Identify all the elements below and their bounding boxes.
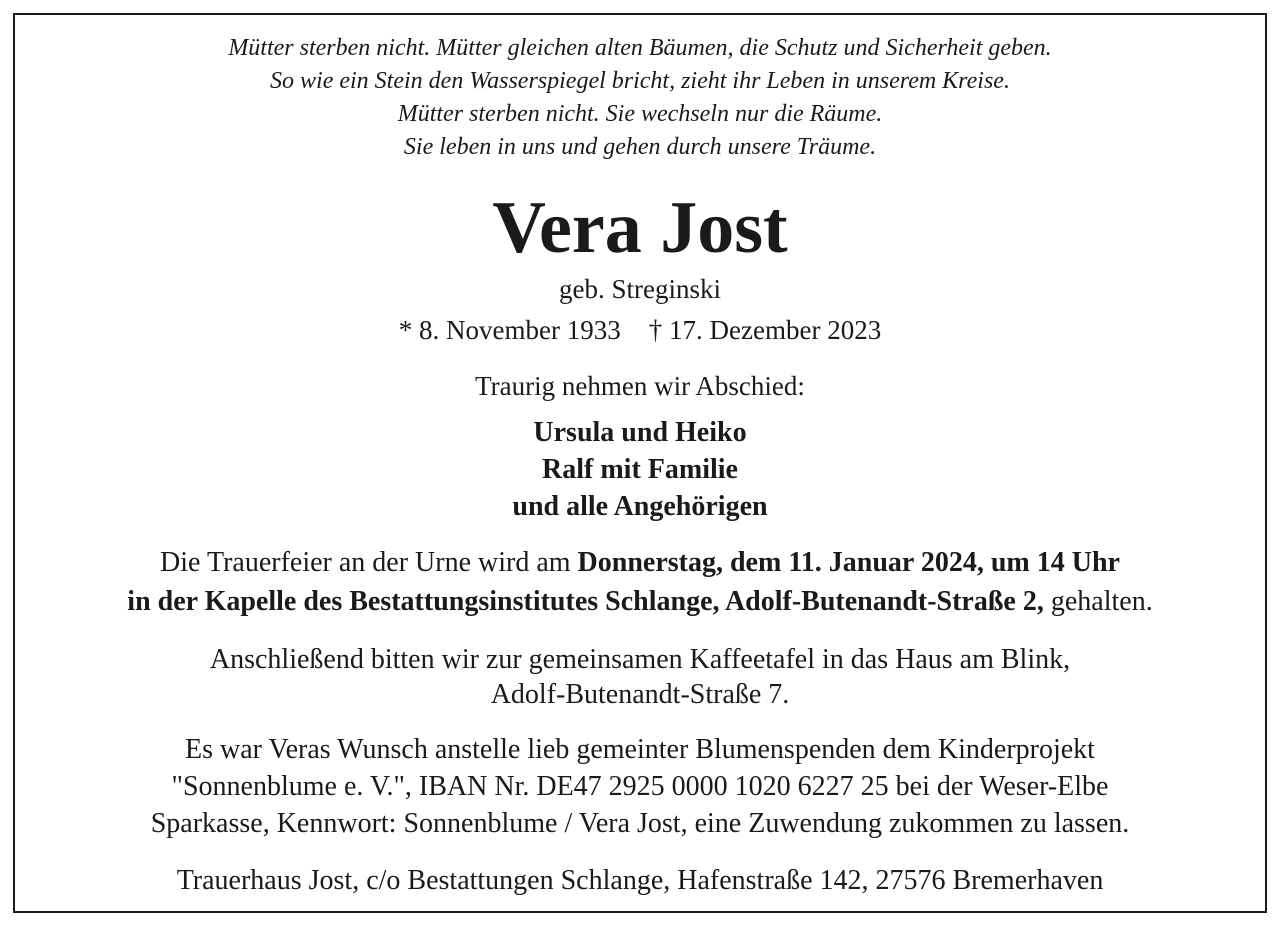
mourning-house-address: Trauerhaus Jost, c/o Bestattungen Schlange, Hafenstraße 142, 27576 Bremerhaven [176,865,1104,896]
deceased-name: Vera Jost [492,187,788,269]
farewell-intro: Traurig nehmen wir Abschied: [475,371,805,401]
death-date: † 17. Dezember 2023 [648,315,882,345]
donation-line-2: "Sonnenblume e. V.", IBAN Nr. DE47 2925 0000 1020 6227 25 bei der Weser-Elbe [171,771,1109,802]
poem-line-2: So wie ein Stein den Wasserspiegel bricht, zieht ihr Leben in unserem Kreise. [270,68,1010,94]
poem-line-3: Mütter sterben nicht. Sie wechseln nur die Räume. [397,101,883,127]
mourner-line-2: Ralf mit Familie [542,454,738,485]
poem-line-1: Mütter sterben nicht. Mütter gleichen alten Bäumen, die Schutz und Sicherheit geben. [228,35,1052,61]
ceremony-prefix: Die Trauerfeier an der Urne wird am [160,547,578,578]
life-dates [0,317,1280,344]
ceremony-suffix: gehalten. [1043,586,1153,617]
birth-name: geb. Streginski [559,274,721,304]
reception-line-1: Anschließend bitten wir zur gemeinsamen Kaffeetafel in das Haus am Blink, [209,644,1071,675]
donation-line-1: Es war Veras Wunsch anstelle lieb gemeinter Blumenspenden dem Kinderprojekt [185,734,1095,765]
ceremony-location: in der Kapelle des Bestattungsinstitutes Schlange, Adolf-Butenandt-Straße 2, [127,586,1044,617]
mourner-line-3: und alle Angehörigen [512,491,768,522]
ceremony-date: Donnerstag, dem 11. Januar 2024, um 14 Uhr [577,547,1120,578]
poem-line-4: Sie leben in uns und gehen durch unsere Träume. [403,134,877,160]
reception-line-2: Adolf-Butenandt-Straße 7. [490,679,790,710]
donation-line-3: Sparkasse, Kennwort: Sonnenblume / Vera Jost, eine Zuwendung zukommen zu lassen. [150,808,1130,839]
birth-date: * 8. November 1933 [398,315,621,345]
ceremony-line-1 [0,549,1280,577]
ceremony-line-2 [0,588,1280,616]
mourner-line-1: Ursula und Heiko [533,417,747,448]
